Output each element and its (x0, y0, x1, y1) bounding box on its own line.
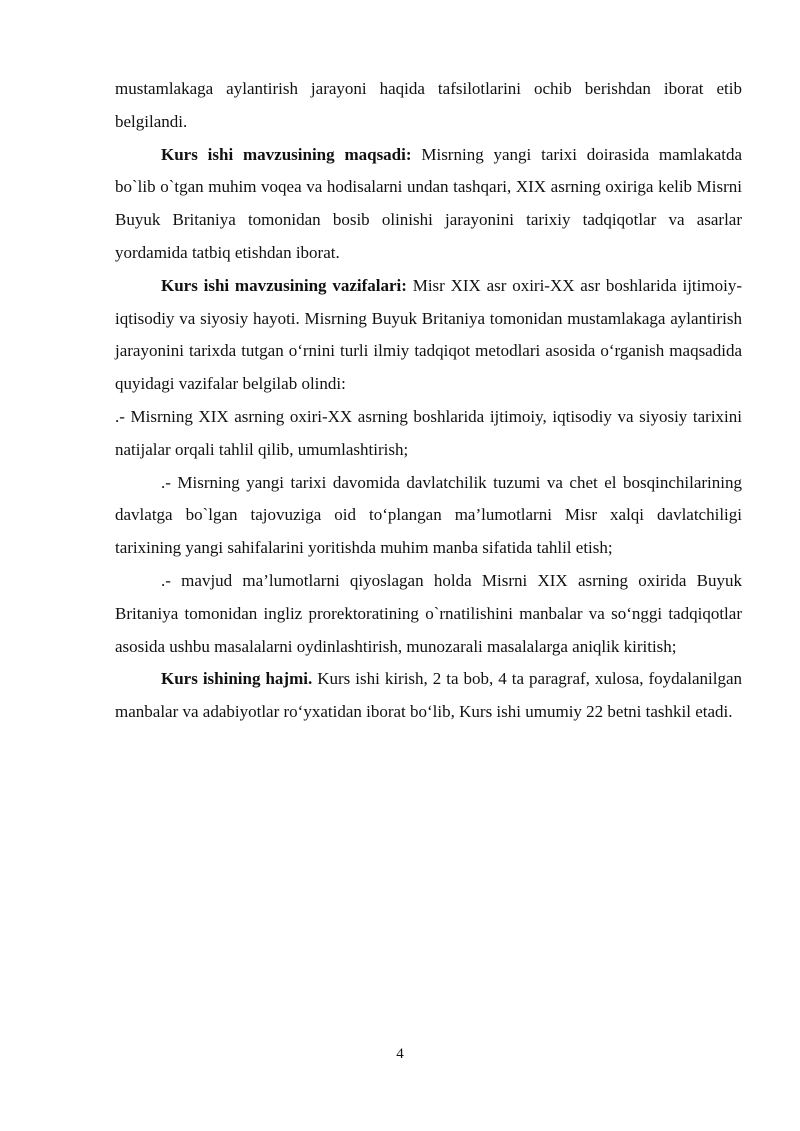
paragraph-text: Misr XIX asr oxiri-XX asr boshlarida ijtimoiy-iqtisodiy va siyosiy hayoti. Misrning Buyuk Britaniya tomonidan mustamlakaga aylantirish jarayonini tarixda tutgan o‘rnini turli ilmiy tadqiqot metodlari asosida o‘rganish maqsadida quyidagi vazifalar belgilab olindi: (115, 275, 742, 394)
paragraph-heading-volume: Kurs ishining hajmi. (161, 669, 313, 689)
paragraph-text: Misrning yangi tarixi doirasida mamlakatda bo`lib o`tgan muhim voqea va hodisalarni undan tashqari, XIX asrning oxiriga kelib Misrni Buyuk Britaniya tomonidan bosib olinishi jarayonini tarixiy tadqiqotlar va asarlar yordamida tatbiq etishdan iborat. (115, 144, 743, 262)
paragraph-volume (115, 663, 742, 729)
task-item-text: .- mavjud ma’lumotlarni qiyoslagan holda Misrni XIX asrning oxirida Buyuk Britaniya tomonidan ingliz prorektoratining o`rnatilishini manbalar va so‘nggi tadqiqotlar asosida ushbu masalalarni oydinlashtirish, munozarali masalalarga aniqlik kiritish; (115, 570, 742, 656)
paragraph-goal (115, 139, 742, 270)
task-item-1 (115, 401, 742, 467)
paragraph-intro-continuation (115, 73, 742, 139)
task-item-text: .- Misrning yangi tarixi davomida davlatchilik tuzumi va chet el bosqinchilarining davlatga bo`lgan tajovuziga oid to‘plangan ma’lumotlarni Misr xalqi davlatchiligi tarixining yangi sahifalarini yoritishda muhim manba sifatida tahlil etish; (115, 472, 742, 558)
paragraph-text: mustamlakaga aylantirish jarayoni haqida tafsilotlarini ochib berishdan iborat etib belgilandi. (115, 79, 742, 131)
paragraph-text: Kurs ishi kirish, 2 ta bob, 4 ta paragraf, xulosa, foydalanilgan manbalar va adabiyotlar ro‘yxatidan iborat bo‘lib, Kurs ishi umumiy 22 betni tashkil etadi. (115, 669, 742, 722)
paragraph-heading-tasks: Kurs ishi mavzusining vazifalari: (161, 275, 407, 295)
page-number: 4 (396, 1046, 404, 1062)
paragraph-tasks (115, 270, 742, 401)
paragraph-heading-goal: Kurs ishi mavzusining maqsadi: (161, 144, 412, 164)
task-item-3 (115, 565, 742, 663)
document-page (115, 73, 742, 729)
task-item-text: .- Misrning XIX asrning oxiri-XX asrning boshlarida ijtimoiy, iqtisodiy va siyosiy tarixini natijalar orqali tahlil qilib, umumlashtirish; (115, 406, 742, 459)
task-item-2 (115, 467, 742, 565)
